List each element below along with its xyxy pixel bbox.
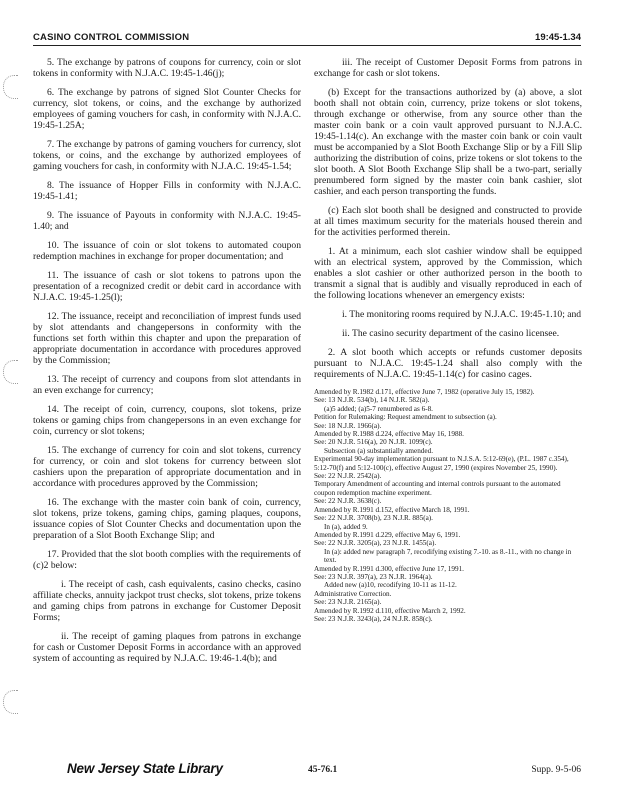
- history-line: See: 22 N.J.R. 3708(b), 23 N.J.R. 885(a).: [314, 514, 433, 523]
- history-line: In (a), added 9.: [324, 522, 368, 531]
- paragraph: (c) Each slot booth shall be designed and constructed to provide at all times maximum security for the materials housed therein and for the activities performed therein.: [314, 205, 582, 238]
- history-line: See: 22 N.J.R. 3638(c).: [314, 497, 382, 506]
- history-line: Amended by R.1982 d.171, effective June 7, 1982 (operative July 15, 1982).: [314, 388, 535, 396]
- history-line: Amended by R.1991 d.229, effective May 6, 1991.: [314, 530, 461, 539]
- punch-hole-mark: [3, 75, 18, 99]
- paragraph: 13. The receipt of currency and coupons from slot attendants in an even exchange for currency;: [33, 374, 301, 396]
- library-stamp: New Jersey State Library: [67, 761, 223, 776]
- history-line: See: 13 N.J.R. 534(b), 14 N.J.R. 582(a).: [314, 396, 430, 405]
- paragraph: 6. The exchange by patrons of signed Slot Counter Checks for currency, slot tokens, or coins, and the exchange by authorized employees of gaming vouchers for cash, in conformity with N.J.A.C. 19:45-1.25A;: [33, 87, 301, 131]
- paragraph: 10. The issuance of coin or slot tokens to automated coupon redemption machines in exchange for proper documentation; and: [33, 240, 301, 262]
- paragraph: 12. The issuance, receipt and reconciliation of imprest funds used by slot attendants and changepersons in conformity with the functions set forth within this chapter and upon the preparation of appropriate documentation in accordance with procedures approved by the Commission;: [33, 311, 301, 366]
- history-line: Experimental 90-day implementation pursuant to N.J.S.A. 5:12-69(e), (P.L. 1987 c.354), 5:12-70(f) and 5:12-100(c), effective August 27, 1990 (expires November 25, 1990).: [314, 455, 569, 472]
- subparagraph: i. The monitoring rooms required by N.J.A.C. 19:45-1.10; and: [342, 309, 582, 320]
- subparagraph: ii. The receipt of gaming plaques from patrons in exchange for cash or Customer Deposit Forms in accordance with an approved system of accounting as required by N.J.A.C. 19:46-1.4(b); and: [33, 631, 301, 664]
- history-line: See: 18 N.J.R. 1966(a).: [314, 421, 382, 430]
- supplement-date: Supp. 9-5-06: [531, 765, 581, 775]
- history-line: Temporary Amendment of accounting and internal controls pursuant to the automated coupon redemption machine experiment.: [314, 480, 561, 497]
- history-line: See: 23 N.J.R. 397(a), 23 N.J.R. 1964(a).: [314, 572, 433, 581]
- history-line: Amended by R.1988 d.224, effective May 16, 1988.: [314, 430, 464, 439]
- history-line: See: 20 N.J.R. 516(a), 20 N.J.R. 1099(c).: [314, 438, 433, 447]
- paragraph: 11. The issuance of cash or slot tokens to patrons upon the presentation of a recognized credit or debit card in accordance with N.J.A.C. 19:45-1.25(l);: [33, 270, 301, 303]
- paragraph: 17. Provided that the slot booth complies with the requirements of (c)2 below:: [33, 549, 301, 571]
- right-column: [314, 57, 582, 623]
- punch-hole-mark: [3, 690, 18, 714]
- paragraph: (b) Except for the transactions authorized by (a) above, a slot booth shall not obtain coin, currency, prize tokens or slot tokens, through exchange or otherwise, from any source other than the master coin bank or a coin vault approved pursuant to N.J.A.C. 19:45-1.14(c). An exchange with the master coin bank or coin vault must be accompanied by a Slot Booth Exchange Slip or by a Fill Slip authorizing the distribution of coins, prize tokens or slot tokens to the slot booth. A Slot Booth Exchange Slip shall be a two-part, serially prenumbered form signed by the master coin bank cashier, slot cashier, and each person transporting the funds.: [314, 87, 582, 197]
- subparagraph: i. The receipt of cash, cash equivalents, casino checks, casino affiliate checks, annuity jackpot trust checks, slot tokens, prize tokens and gaming chips from patrons in exchange for Customer Deposit Forms;: [33, 579, 301, 623]
- paragraph: 7. The exchange by patrons of gaming vouchers for currency, slot tokens, or coins, and the exchange by authorized employees of gaming vouchers for cash, in conformity with N.J.A.C. 19:45-1.54;: [33, 139, 301, 172]
- punch-hole-mark: [3, 360, 18, 384]
- amendment-history: [314, 388, 582, 623]
- subparagraph: ii. The casino security department of the casino licensee.: [342, 328, 560, 339]
- history-line: Amended by R.1991 d.300, effective June 17, 1991.: [314, 564, 464, 573]
- history-line: Amended by R.1991 d.152, effective March 18, 1991.: [314, 505, 470, 514]
- history-line: Subsection (a) substantially amended.: [324, 446, 433, 455]
- page-number: 45-76.1: [308, 765, 338, 775]
- paragraph: 5. The exchange by patrons of coupons for currency, coin or slot tokens in conformity with N.J.A.C. 19:45-1.46(j);: [33, 57, 301, 79]
- paragraph: 15. The exchange of currency for coin and slot tokens, currency for currency, or coin and slot tokens for currency between slot cashiers upon the preparation of appropriate documentation and in accordance with procedures approved by the Commission;: [33, 445, 301, 489]
- page-footer: [33, 761, 581, 781]
- paragraph: 16. The exchange with the master coin bank of coin, currency, slot tokens, prize tokens, gaming chips, gaming plaques, coupons, issuance copies of Slot Counter Checks and documentation upon the preparation of a Slot Booth Exchange Slip; and: [33, 497, 301, 541]
- chapter-title: CASINO CONTROL COMMISSION: [33, 32, 190, 43]
- history-line: (a)5 added; (a)5-7 renumbered as 6-8.: [324, 404, 433, 413]
- history-line: See: 23 N.J.R. 3243(a), 24 N.J.R. 858(c).: [314, 614, 433, 623]
- history-line: Added new (a)10, recodifying 10-11 as 11-12.: [324, 581, 457, 590]
- history-line: Amended by R.1992 d.110, effective March 2, 1992.: [314, 606, 466, 615]
- history-line: See: 23 N.J.R. 2165(a).: [314, 598, 382, 607]
- history-line: In (a): added new paragraph 7, recodifying existing 7.-10. as 8.-11., with no change in text.: [324, 547, 572, 565]
- left-column: [33, 57, 301, 672]
- history-line: Petition for Rulemaking: Request amendment to subsection (a).: [314, 413, 497, 422]
- running-header: [33, 31, 581, 46]
- history-line: Administrative Correction.: [314, 589, 392, 598]
- paragraph: 9. The issuance of Payouts in conformity with N.J.A.C. 19:45-1.40; and: [33, 210, 301, 232]
- history-line: See: 22 N.J.R. 2542(a).: [314, 472, 382, 481]
- history-line: See: 22 N.J.R. 3205(a), 23 N.J.R. 1455(a).: [314, 539, 437, 548]
- paragraph: 14. The receipt of coin, currency, coupons, slot tokens, prize tokens or gaming chips from changepersons in an even exchange for coin, currency or slot tokens;: [33, 404, 301, 437]
- paragraph: 8. The issuance of Hopper Fills in conformity with N.J.A.C. 19:45-1.41;: [33, 180, 301, 202]
- subparagraph: iii. The receipt of Customer Deposit Forms from patrons in exchange for cash or slot tokens.: [314, 57, 582, 79]
- section-number: 19:45-1.34: [535, 32, 581, 43]
- paragraph: 1. At a minimum, each slot cashier window shall be equipped with an electrical system, approved by the Commission, which enables a slot cashier or other authorized person in the booth to transmit a signal that is audibly and visually reproduced in each of the following locations whenever an emergency exists:: [314, 246, 582, 301]
- paragraph: 2. A slot booth which accepts or refunds customer deposits pursuant to N.J.A.C. 19:45-1.24 shall also comply with the requirements of N.J.A.C. 19:45-1.14(c) for casino cages.: [314, 347, 582, 380]
